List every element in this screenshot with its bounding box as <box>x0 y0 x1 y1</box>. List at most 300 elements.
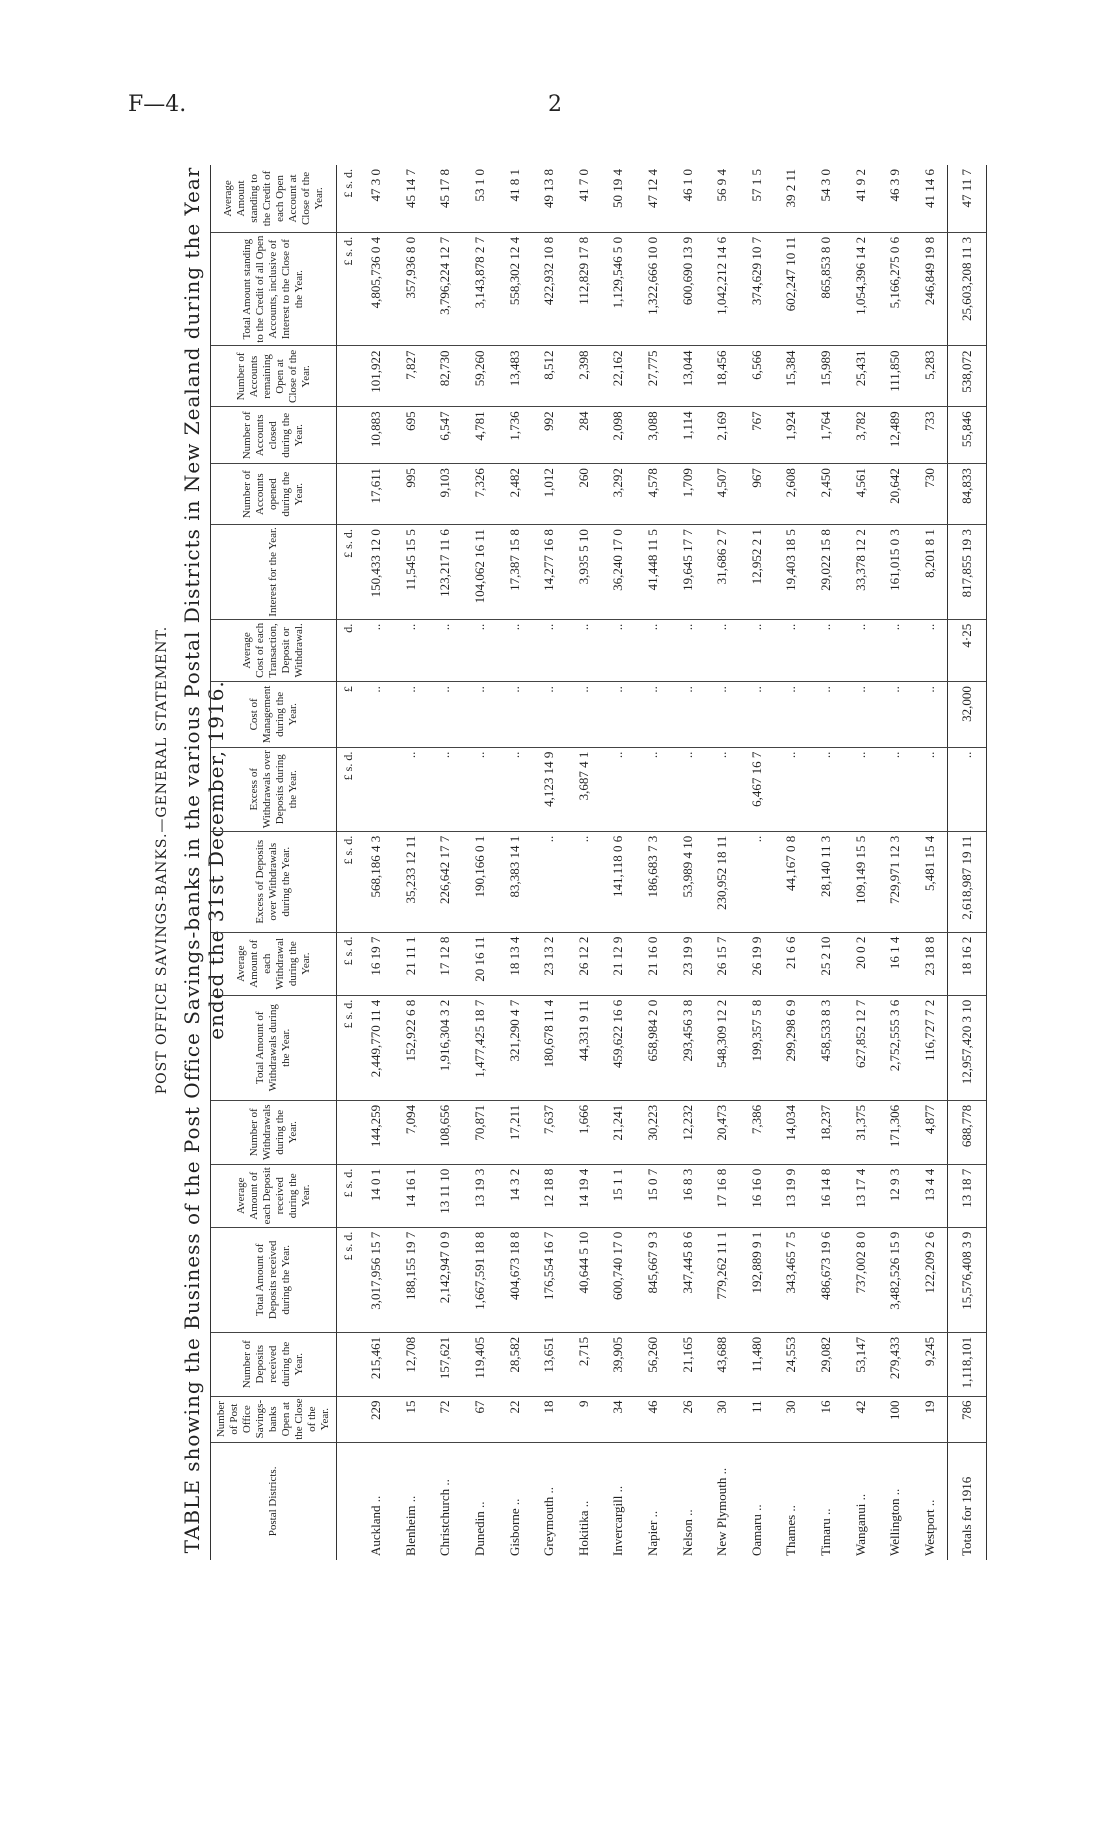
column-header: Number of Accounts opened during the Year. <box>211 464 337 525</box>
table-cell: 995 <box>394 464 429 525</box>
table-cell: 230,952 18 11 <box>705 831 740 932</box>
statement-title: POST OFFICE SAVINGS-BANKS.—GENERAL STATEMENT. <box>154 625 170 1095</box>
table-cell: 111,850 <box>878 346 913 407</box>
table-cell: 13 11 10 <box>428 1164 463 1227</box>
table-cell: 70,871 <box>463 1100 498 1164</box>
table-cell: 16 14 8 <box>809 1164 844 1227</box>
table-cell: 3,017,956 15 7 <box>359 1227 394 1332</box>
column-header: Number of Withdrawals during the Year. <box>211 1100 337 1164</box>
table-cell: 13 19 9 <box>774 1164 809 1227</box>
table-cell: 779,262 11 1 <box>705 1227 740 1332</box>
table-cell: 293,456 3 8 <box>670 995 705 1100</box>
table-cell: 27,775 <box>636 346 671 407</box>
table-cell: .. <box>878 619 913 681</box>
table-cell: .. <box>774 619 809 681</box>
column-header: Average Amount of each Withdrawal during the Year. <box>211 932 337 995</box>
district-name: Timaru .. <box>818 1508 834 1556</box>
district-name: Hokitika .. <box>575 1500 591 1556</box>
table-cell: 30,223 <box>636 1100 671 1164</box>
table-cell: 176,554 16 7 <box>532 1227 567 1332</box>
page-identifier: F—4. <box>128 92 187 117</box>
table-cell: 2,715 <box>567 1332 602 1396</box>
table-cell: 28,140 11 3 <box>809 831 844 932</box>
table-cell: 7,094 <box>394 1100 429 1164</box>
table-cell: .. <box>428 747 463 831</box>
units-row <box>337 165 360 1560</box>
table-cell: 600,740 17 0 <box>601 1227 636 1332</box>
table-cell: 14,277 16 8 <box>532 525 567 620</box>
unit-cell: £ s. d. <box>337 232 360 346</box>
table-cell: 53,989 4 10 <box>670 831 705 932</box>
table-cell: 112,829 17 8 <box>567 232 602 346</box>
table-cell: 49 13 8 <box>532 165 567 232</box>
table-cell: 14 19 4 <box>567 1164 602 1227</box>
table-cell: .. <box>394 682 429 748</box>
table-cell: .. <box>601 747 636 831</box>
table-cell: 161,015 0 3 <box>878 525 913 620</box>
header-row <box>211 165 337 1560</box>
table-cell: .. <box>636 619 671 681</box>
table-cell: 18,237 <box>809 1100 844 1164</box>
table-cell: 21 6 6 <box>774 932 809 995</box>
district-name: Napier .. <box>645 1510 661 1556</box>
table-cell: 46 3 9 <box>878 165 913 232</box>
total-cell: 12,957,420 3 10 <box>948 995 987 1100</box>
table-cell: 458,533 8 3 <box>809 995 844 1100</box>
district-name: Wellington .. <box>887 1488 903 1556</box>
column-header: Excess of Deposits over Withdrawals during the Year. <box>211 831 337 932</box>
table-cell: .. <box>705 682 740 748</box>
table-cell: .. <box>843 619 878 681</box>
table-cell: 2,449,770 11 4 <box>359 995 394 1100</box>
table-cell: 729,971 12 3 <box>878 831 913 932</box>
table-cell: 26 <box>670 1396 705 1442</box>
table-cell: 558,302 12 4 <box>497 232 532 346</box>
table-cell: 737,002 8 0 <box>843 1227 878 1332</box>
table-cell: 26 12 2 <box>567 932 602 995</box>
total-cell: 32,000 <box>948 682 987 748</box>
savings-bank-table <box>210 165 987 1560</box>
table-cell: .. <box>532 619 567 681</box>
table-cell: .. <box>532 831 567 932</box>
table-cell: 1,322,666 10 0 <box>636 232 671 346</box>
table-cell: 43,688 <box>705 1332 740 1396</box>
table-cell: 11 <box>740 1396 775 1442</box>
table-cell: 39,905 <box>601 1332 636 1396</box>
table-cell: .. <box>705 619 740 681</box>
table-cell: 1,667,591 18 8 <box>463 1227 498 1332</box>
table-cell: 13 4 4 <box>913 1164 948 1227</box>
column-header: Number of Accounts closed during the Year. <box>211 407 337 464</box>
table-cell: .. <box>567 682 602 748</box>
table-cell: .. <box>913 682 948 748</box>
table-row <box>359 165 394 1560</box>
table-cell: 12,952 2 1 <box>740 525 775 620</box>
table-cell: 967 <box>740 464 775 525</box>
table-cell: 7,386 <box>740 1100 775 1164</box>
table-row <box>774 165 809 1560</box>
table-cell: 13,483 <box>497 346 532 407</box>
table-cell: 992 <box>532 407 567 464</box>
table-cell: 5,283 <box>913 346 948 407</box>
table-cell: 2,398 <box>567 346 602 407</box>
table-row <box>497 165 532 1560</box>
table-cell: 7,827 <box>394 346 429 407</box>
unit-cell: £ <box>337 682 360 748</box>
table-cell: 486,673 19 6 <box>809 1227 844 1332</box>
table-cell: 299,298 6 9 <box>774 995 809 1100</box>
table-cell: 1,012 <box>532 464 567 525</box>
table-cell: 845,667 9 3 <box>636 1227 671 1332</box>
table-cell: .. <box>843 682 878 748</box>
table-cell: 83,383 14 1 <box>497 831 532 932</box>
table-cell: 260 <box>567 464 602 525</box>
table-cell: 627,852 12 7 <box>843 995 878 1100</box>
table-cell: 10,883 <box>359 407 394 464</box>
table-cell: .. <box>601 682 636 748</box>
table-cell: 22,162 <box>601 346 636 407</box>
table-cell: 347,445 8 6 <box>670 1227 705 1332</box>
table-row <box>567 165 602 1560</box>
table-cell: 20,473 <box>705 1100 740 1164</box>
table-cell: .. <box>809 619 844 681</box>
table-cell: .. <box>809 682 844 748</box>
table-cell: 15 <box>394 1396 429 1442</box>
table-cell: 25,431 <box>843 346 878 407</box>
table-cell: 229 <box>359 1396 394 1442</box>
table-cell: 11,480 <box>740 1332 775 1396</box>
table-cell: 59,260 <box>463 346 498 407</box>
total-cell: 13 18 7 <box>948 1164 987 1227</box>
table-cell: 13,651 <box>532 1332 567 1396</box>
table-cell: 53,147 <box>843 1332 878 1396</box>
table-cell: 357,936 8 0 <box>394 232 429 346</box>
table-cell: 41,448 11 5 <box>636 525 671 620</box>
district-name: Blenheim .. <box>402 1495 418 1556</box>
table-cell: 12 18 8 <box>532 1164 567 1227</box>
table-cell: 26 19 9 <box>740 932 775 995</box>
table-cell: 20 16 11 <box>463 932 498 995</box>
table-cell: 18 <box>532 1396 567 1442</box>
column-header: Cost of Management during the Year. <box>211 682 337 748</box>
table-cell: .. <box>774 682 809 748</box>
table-cell: 1,042,212 14 6 <box>705 232 740 346</box>
table-cell: 17,211 <box>497 1100 532 1164</box>
table-cell: 15,989 <box>809 346 844 407</box>
table-cell: 4,781 <box>463 407 498 464</box>
table-cell: 3,088 <box>636 407 671 464</box>
district-name: Dunedin .. <box>472 1501 488 1556</box>
table-cell: .. <box>740 619 775 681</box>
table-cell: 17 12 8 <box>428 932 463 995</box>
table-cell: 13,044 <box>670 346 705 407</box>
table-cell: 14,034 <box>774 1100 809 1164</box>
table-cell: .. <box>878 747 913 831</box>
total-cell: 1,118,101 <box>948 1332 987 1396</box>
table-cell: 29,082 <box>809 1332 844 1396</box>
table-cell: 3,782 <box>843 407 878 464</box>
total-cell: 15,576,408 3 9 <box>948 1227 987 1332</box>
table-cell: 44,167 0 8 <box>774 831 809 932</box>
table-row <box>636 165 671 1560</box>
table-cell: 19,403 18 5 <box>774 525 809 620</box>
table-cell: 36,240 17 0 <box>601 525 636 620</box>
table-cell: 2,169 <box>705 407 740 464</box>
table-cell: 188,155 19 7 <box>394 1227 429 1332</box>
table-cell: 215,461 <box>359 1332 394 1396</box>
table-cell: 109,149 15 5 <box>843 831 878 932</box>
table-cell: 404,673 18 8 <box>497 1227 532 1332</box>
table-cell: 40,644 5 10 <box>567 1227 602 1332</box>
table-cell: 21,165 <box>670 1332 705 1396</box>
table-row <box>670 165 705 1560</box>
table-cell: 6,566 <box>740 346 775 407</box>
unit-cell: £ s. d. <box>337 995 360 1100</box>
column-header: Postal Districts. <box>211 1442 337 1560</box>
table-cell: 15 0 7 <box>636 1164 671 1227</box>
table-cell: 23 18 8 <box>913 932 948 995</box>
table-cell: 1,129,546 5 0 <box>601 232 636 346</box>
table-cell: .. <box>567 831 602 932</box>
table-cell: 16 1 4 <box>878 932 913 995</box>
table-cell: 16 19 7 <box>359 932 394 995</box>
table-cell: 22 <box>497 1396 532 1442</box>
unit-cell: £ s. d. <box>337 525 360 620</box>
table-cell: 7,326 <box>463 464 498 525</box>
table-cell: 568,186 4 3 <box>359 831 394 932</box>
table-cell: 21 16 0 <box>636 932 671 995</box>
table-cell: .. <box>497 619 532 681</box>
table-cell: 8,512 <box>532 346 567 407</box>
district-name: Greymouth .. <box>541 1487 557 1556</box>
table-cell: 30 <box>774 1396 809 1442</box>
table-cell: 343,465 7 5 <box>774 1227 809 1332</box>
table-cell: 1,114 <box>670 407 705 464</box>
column-header: Number of Deposits received during the Year. <box>211 1332 337 1396</box>
table-cell: 150,433 12 0 <box>359 525 394 620</box>
table-cell: 865,853 8 0 <box>809 232 844 346</box>
table-cell: .. <box>359 682 394 748</box>
table-cell: 695 <box>394 407 429 464</box>
table-cell: 21,241 <box>601 1100 636 1164</box>
table-cell: 1,709 <box>670 464 705 525</box>
table-row <box>532 165 567 1560</box>
table-cell: 30 <box>705 1396 740 1442</box>
table-row <box>913 165 948 1560</box>
column-header: Interest for the Year. <box>211 525 337 620</box>
table-cell: 180,678 11 4 <box>532 995 567 1100</box>
table-cell: .. <box>843 747 878 831</box>
table-cell: 2,450 <box>809 464 844 525</box>
table-row <box>878 165 913 1560</box>
table-cell: 50 19 4 <box>601 165 636 232</box>
column-header: Average Cost of each Transaction, Deposit or Withdrawal. <box>211 619 337 681</box>
table-cell: 45 14 7 <box>394 165 429 232</box>
district-name: Christchurch .. <box>437 1479 453 1556</box>
table-cell: 101,922 <box>359 346 394 407</box>
table-cell: 46 1 0 <box>670 165 705 232</box>
table-cell: 9,245 <box>913 1332 948 1396</box>
table-cell: 5,166,275 0 6 <box>878 232 913 346</box>
unit-cell: £ s. d. <box>337 932 360 995</box>
table-cell: 57 1 5 <box>740 165 775 232</box>
table-cell: 119,405 <box>463 1332 498 1396</box>
table-caption: TABLE showing the Business of the Post Office Savings-banks in the various Postal Districts in New Zealand during the Year ended the 31st December, 1916. <box>180 166 228 1554</box>
table-cell: 56 9 4 <box>705 165 740 232</box>
total-cell: 786 <box>948 1396 987 1442</box>
table-cell: 226,642 17 7 <box>428 831 463 932</box>
district-name: New Plymouth .. <box>714 1467 730 1556</box>
table-cell: .. <box>567 619 602 681</box>
district-name: Oamaru .. <box>748 1504 764 1556</box>
table-cell: 1,054,396 14 2 <box>843 232 878 346</box>
table-cell: 41 8 1 <box>497 165 532 232</box>
table-cell: .. <box>394 619 429 681</box>
table-cell: 3,796,224 12 7 <box>428 232 463 346</box>
table-cell: .. <box>394 747 429 831</box>
district-name: Wanganui .. <box>852 1493 868 1556</box>
table-cell: 19,645 17 7 <box>670 525 705 620</box>
total-cell: 4·25 <box>948 619 987 681</box>
table-cell: 2,608 <box>774 464 809 525</box>
table-row <box>601 165 636 1560</box>
table-cell: 16 <box>809 1396 844 1442</box>
table-cell: 2,482 <box>497 464 532 525</box>
table-cell: 459,622 16 6 <box>601 995 636 1100</box>
table-cell: 29,022 15 8 <box>809 525 844 620</box>
table-cell: 279,433 <box>878 1332 913 1396</box>
unit-cell: £ s. d. <box>337 831 360 932</box>
table-cell: .. <box>913 747 948 831</box>
unit-cell <box>337 1442 360 1560</box>
total-cell: 538,072 <box>948 346 987 407</box>
table-cell: 116,727 7 2 <box>913 995 948 1100</box>
table-cell: 602,247 10 11 <box>774 232 809 346</box>
total-cell: 84,833 <box>948 464 987 525</box>
table-cell: 14 3 2 <box>497 1164 532 1227</box>
table-cell: 122,209 2 6 <box>913 1227 948 1332</box>
table-cell: 9 <box>567 1396 602 1442</box>
table-cell: 422,932 10 8 <box>532 232 567 346</box>
table-cell: 1,764 <box>809 407 844 464</box>
table-cell: 284 <box>567 407 602 464</box>
table-cell: 18 13 4 <box>497 932 532 995</box>
district-name: Nelson .. <box>679 1509 695 1556</box>
table-cell: .. <box>740 831 775 932</box>
table-cell: 31,686 2 7 <box>705 525 740 620</box>
table-cell: 152,922 6 8 <box>394 995 429 1100</box>
table-cell: 20,642 <box>878 464 913 525</box>
table-cell: 1,736 <box>497 407 532 464</box>
table-cell: 16 16 0 <box>740 1164 775 1227</box>
district-name: Thames .. <box>783 1505 799 1556</box>
table-cell: 47 3 0 <box>359 165 394 232</box>
total-cell: 18 16 2 <box>948 932 987 995</box>
table-cell: 171,306 <box>878 1100 913 1164</box>
unit-cell <box>337 346 360 407</box>
total-cell: 55,846 <box>948 407 987 464</box>
table-cell: 20 0 2 <box>843 932 878 995</box>
table-cell: 26 15 7 <box>705 932 740 995</box>
column-header: Number of Accounts remaining Open at Close of the Year. <box>211 346 337 407</box>
table-cell: 35,233 12 11 <box>394 831 429 932</box>
table-cell: 7,637 <box>532 1100 567 1164</box>
table-cell: .. <box>497 682 532 748</box>
table-row <box>428 165 463 1560</box>
table-row <box>394 165 429 1560</box>
table-cell: 31,375 <box>843 1100 878 1164</box>
totals-label: Totals for 1916 <box>948 1442 987 1560</box>
total-cell: 47 11 7 <box>948 165 987 232</box>
unit-cell <box>337 464 360 525</box>
district-name: Gisborne .. <box>506 1498 522 1556</box>
totals-row <box>948 165 987 1560</box>
table-cell: .. <box>532 682 567 748</box>
table-cell: 12,232 <box>670 1100 705 1164</box>
table-cell: 186,683 7 3 <box>636 831 671 932</box>
table-cell: 4,805,736 0 4 <box>359 232 394 346</box>
table-cell: .. <box>774 747 809 831</box>
table-cell: 100 <box>878 1396 913 1442</box>
table-cell: 4,561 <box>843 464 878 525</box>
table-cell: .. <box>705 747 740 831</box>
column-header: Total Amount of Withdrawals during the Year. <box>211 995 337 1100</box>
column-header: Excess of Withdrawals over Deposits during the Year. <box>211 747 337 831</box>
table-cell: .. <box>359 619 394 681</box>
rotated-statement <box>154 160 1074 1560</box>
table-cell: 2,752,555 3 6 <box>878 995 913 1100</box>
table-cell: 13 19 3 <box>463 1164 498 1227</box>
unit-cell: £ s. d. <box>337 1164 360 1227</box>
table-row <box>740 165 775 1560</box>
table-cell: 9,103 <box>428 464 463 525</box>
table-cell: 767 <box>740 407 775 464</box>
table-cell: 6,467 16 7 <box>740 747 775 831</box>
table-cell: 2,098 <box>601 407 636 464</box>
table-cell: .. <box>670 747 705 831</box>
table-body <box>359 165 987 1560</box>
table-cell: 733 <box>913 407 948 464</box>
unit-cell <box>337 1396 360 1442</box>
table-cell: .. <box>809 747 844 831</box>
column-header: Total Amount of Deposits received during the Year. <box>211 1227 337 1332</box>
table-cell: 4,578 <box>636 464 671 525</box>
unit-cell: £ s. d. <box>337 165 360 232</box>
table-cell: 2,142,947 0 9 <box>428 1227 463 1332</box>
table-cell: 12,489 <box>878 407 913 464</box>
table-cell: 41 14 6 <box>913 165 948 232</box>
table-cell: 21 12 9 <box>601 932 636 995</box>
table-cell: .. <box>670 682 705 748</box>
table-cell: 1,916,304 3 2 <box>428 995 463 1100</box>
table-cell: 24,553 <box>774 1332 809 1396</box>
table-cell: 42 <box>843 1396 878 1442</box>
table-cell: 45 17 8 <box>428 165 463 232</box>
district-name: Westport .. <box>921 1499 937 1556</box>
table-cell: 41 9 2 <box>843 165 878 232</box>
table-cell: 600,690 13 9 <box>670 232 705 346</box>
unit-cell: £ s. d. <box>337 747 360 831</box>
total-cell: .. <box>948 747 987 831</box>
unit-cell <box>337 407 360 464</box>
table-row <box>843 165 878 1560</box>
table-cell: 23 19 9 <box>670 932 705 995</box>
table-row <box>705 165 740 1560</box>
table-cell: 123,217 11 6 <box>428 525 463 620</box>
table-cell: 25 2 10 <box>809 932 844 995</box>
table-cell: 3,935 5 10 <box>567 525 602 620</box>
unit-cell <box>337 1332 360 1396</box>
